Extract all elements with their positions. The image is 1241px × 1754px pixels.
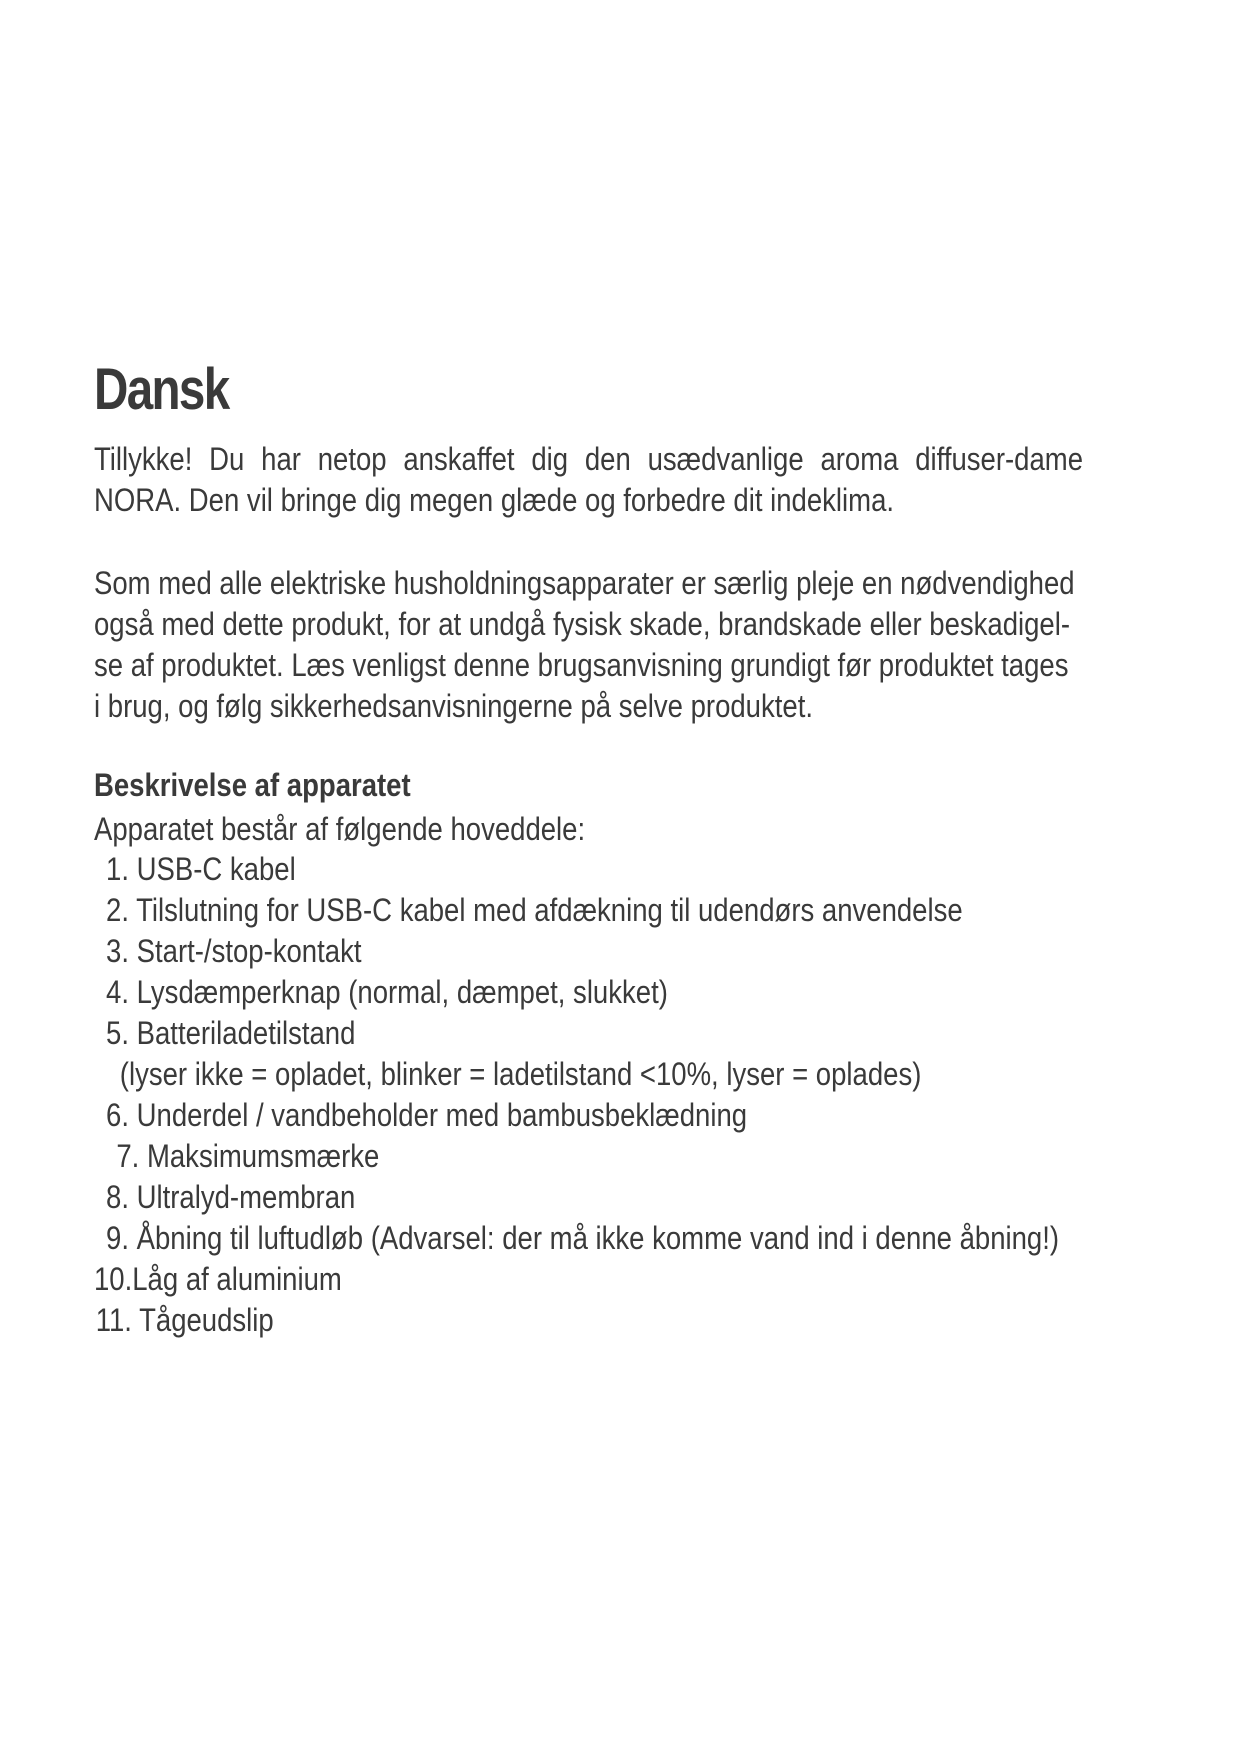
care-line: se af produktet. Læs venligst denne brugsanvisning grundigt før produktet tages — [94, 647, 1069, 683]
care-line: i brug, og følg sikkerhedsanvisningerne på selve produktet. — [94, 688, 813, 724]
list-item-note: (lyser ikke = opladet, blinker = ladetilstand <10%, lyser = oplades) — [119, 1056, 922, 1092]
section-heading: Beskrivelse af apparatet — [94, 767, 411, 803]
list-item: 6. Underdel / vandbeholder med bambusbeklædning — [106, 1097, 748, 1133]
care-paragraph — [94, 563, 1083, 727]
care-line: Som med alle elektriske husholdningsapparater er særlig pleje en nødvendighed — [94, 565, 1075, 601]
list-item: 1. USB-C kabel — [106, 851, 296, 887]
intro-paragraph: Tillykke! Du har netop anskaffet dig den usædvanlige aroma diffuser-dame NORA. Den vil bringe dig megen glæde og forbedre dit indeklima. — [94, 441, 1083, 518]
page-title: Dansk — [94, 357, 229, 422]
list-item: 10.Låg af aluminium — [94, 1261, 342, 1297]
care-line: også med dette produkt, for at undgå fysisk skade, brandskade eller beskadigel- — [94, 606, 1071, 642]
list-item: 5. Batteriladetilstand — [106, 1015, 356, 1051]
list-item: 3. Start-/stop-kontakt — [106, 933, 362, 969]
list-item: 8. Ultralyd-membran — [106, 1179, 356, 1215]
list-item: 2. Tilslutning for USB-C kabel med afdækning til udendørs anvendelse — [106, 892, 963, 928]
list-item: 7. Maksimumsmærke — [116, 1138, 380, 1174]
list-item: 9. Åbning til luftudløb (Advarsel: der må ikke komme vand ind i denne åbning!) — [106, 1220, 1060, 1256]
section-lead: Apparatet består af følgende hoveddele: — [94, 811, 586, 847]
list-item: 11. Tågeudslip — [95, 1302, 274, 1338]
manual-page — [94, 355, 1084, 1341]
list-item: 4. Lysdæmperknap (normal, dæmpet, slukket) — [106, 974, 668, 1010]
parts-list — [94, 849, 1084, 1341]
